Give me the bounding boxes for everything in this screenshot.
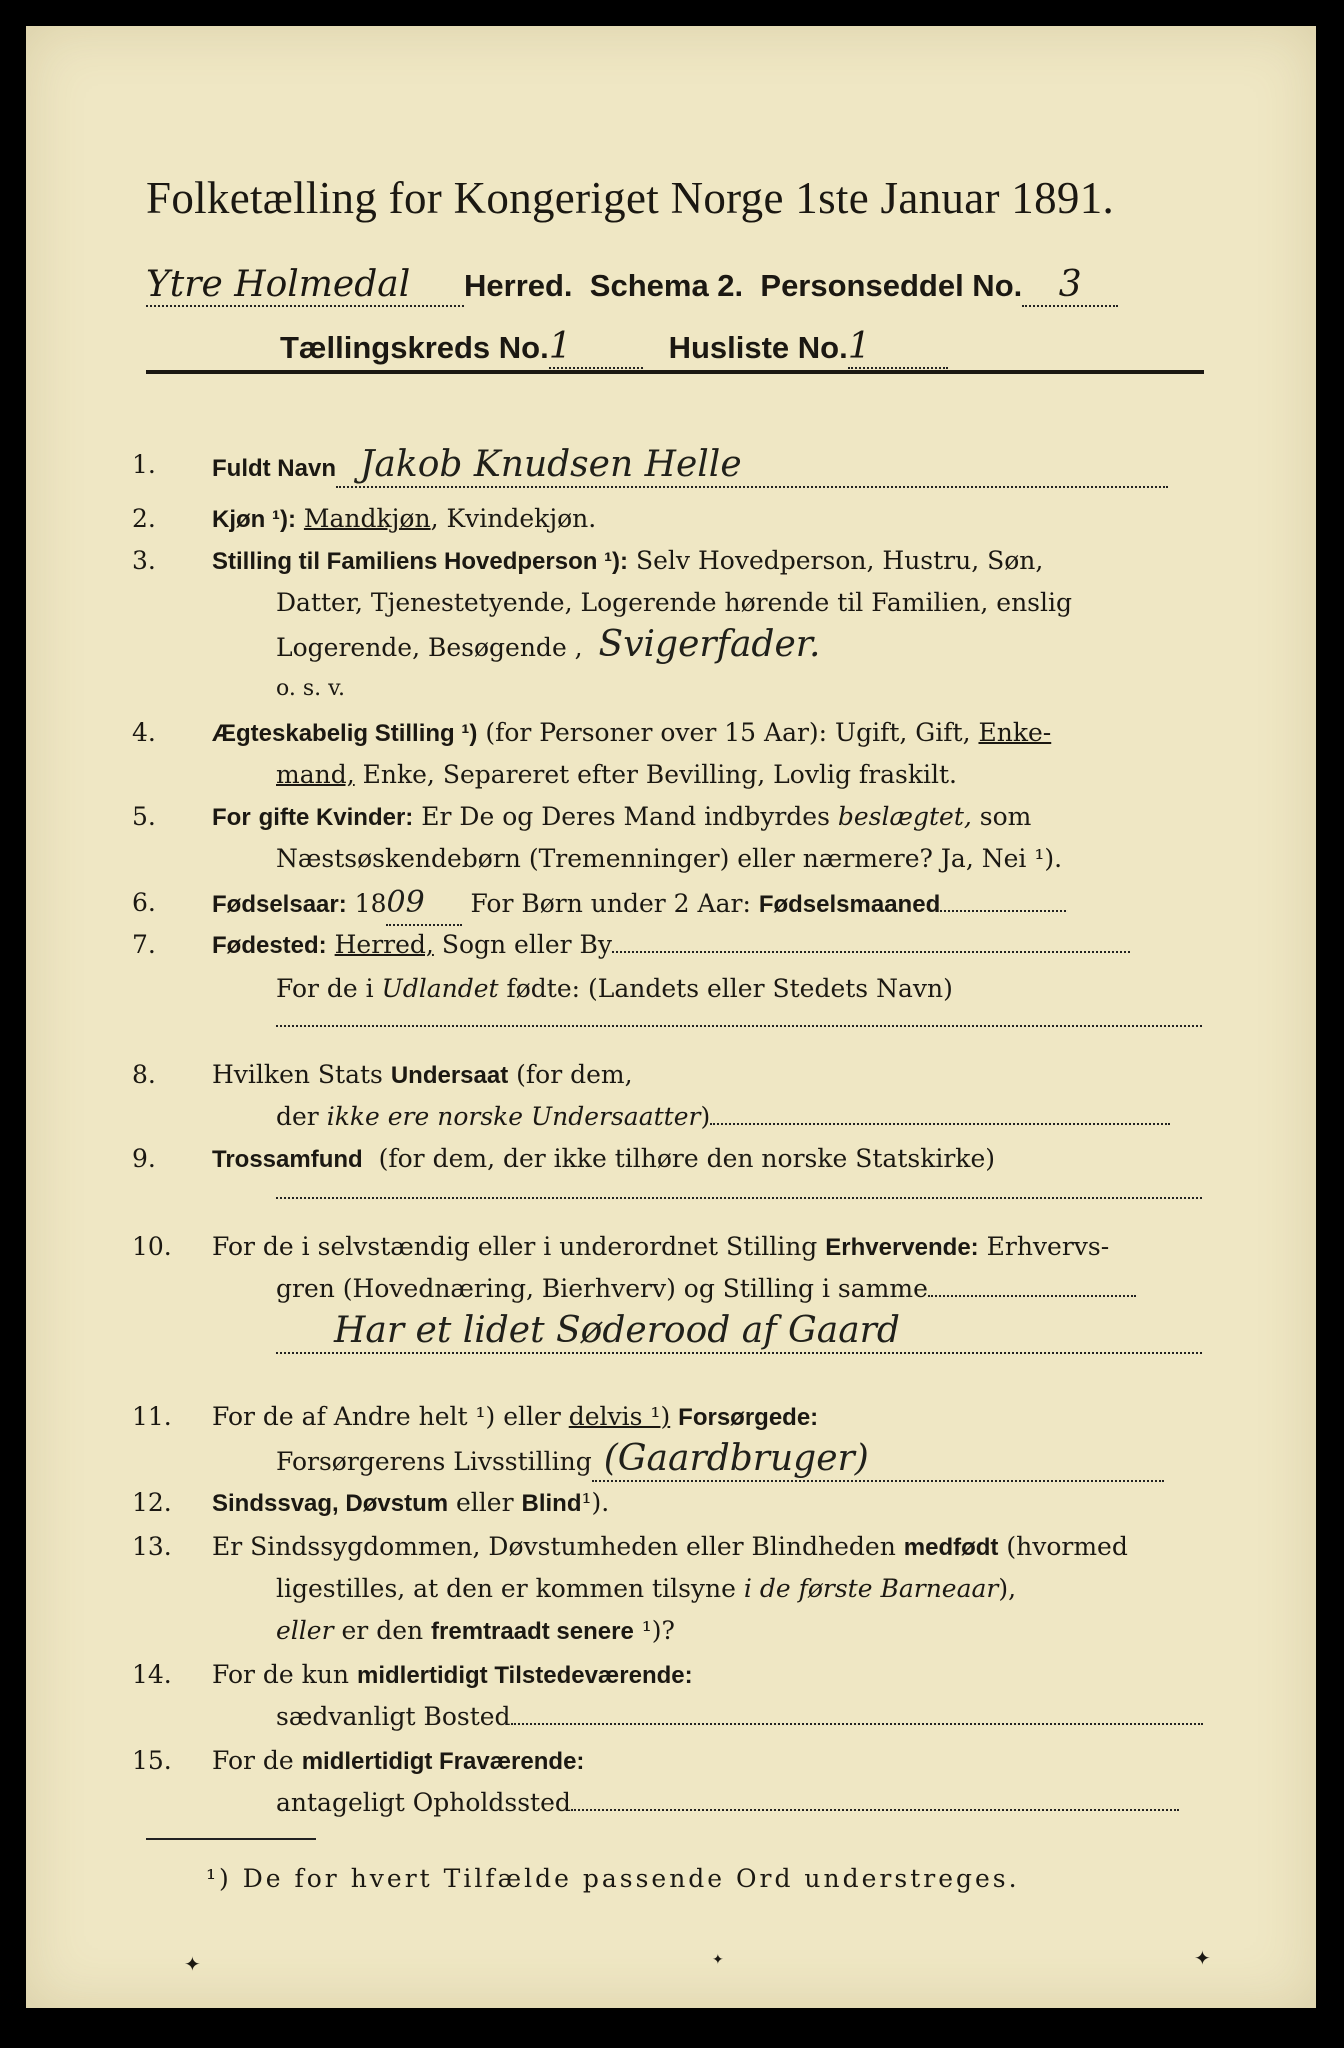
question-11-label: Forsørgede:	[678, 1404, 819, 1431]
question-4-text-1: (for Personer over 15 Aar): Ugift, Gift,	[485, 718, 971, 747]
question-5-text-1a: Er De og Deres Mand indbyrdes	[421, 802, 830, 831]
question-11-text-2: Forsørgerens Livsstilling	[276, 1447, 592, 1476]
question-11-number: 11.	[132, 1402, 172, 1431]
question-1-label: Fuldt Navn	[212, 455, 336, 482]
question-6-label: Fødselsaar:	[212, 891, 347, 918]
personseddel-no: 3	[1022, 264, 1118, 307]
question-15-row-2-body	[276, 1782, 1266, 1824]
question-3-text-2: Datter, Tjenestetyende, Logerende hørende til Familien, enslig	[276, 588, 1073, 617]
question-6-number: 6.	[132, 888, 156, 917]
question-13-text-3c: ¹)?	[641, 1616, 675, 1645]
footnote-rule	[146, 1838, 316, 1840]
question-7-line-1	[212, 924, 1202, 967]
herred-name: Ytre Holmedal	[146, 264, 464, 307]
kreds-no: 1	[549, 326, 643, 369]
question-11-row-2-body	[276, 1438, 1266, 1483]
question-14-line-1	[212, 1654, 1202, 1697]
supporter-occupation-value: (Gaardbruger)	[592, 1438, 1164, 1482]
question-3-text-1: Selv Hovedperson, Hustru, Søn,	[636, 546, 1044, 575]
question-2-body	[212, 498, 1202, 541]
question-10-text-2: gren (Hovednæring, Bierhverv) og Stilling i samme	[276, 1274, 928, 1303]
birth-year-value: 09	[386, 882, 462, 926]
question-2-number: 2.	[132, 504, 156, 533]
question-13-text-1b: (hvormed	[1006, 1532, 1128, 1561]
question-8-text-2b: ikke ere norske Undersaatter	[326, 1102, 701, 1131]
question-12-text: eller	[456, 1488, 514, 1517]
kreds-label: Tællingskreds No.	[280, 330, 549, 365]
husliste-no: 1	[848, 326, 948, 369]
question-7-text-2a: For de i	[276, 974, 374, 1003]
question-13-row-2-body	[276, 1568, 1266, 1610]
question-5-text-2: Næstsøskendebørn (Tremenninger) eller nærmere? Ja, Nei ¹).	[276, 844, 1063, 873]
question-4-row-2-body	[276, 754, 1266, 796]
question-11-text-1a: For de af Andre helt ¹) eller	[212, 1402, 561, 1431]
question-15-line-1	[212, 1740, 1202, 1783]
question-5-line-1	[212, 796, 1202, 839]
question-7-label: Fødested:	[212, 932, 327, 959]
question-8-text-1a: Hvilken Stats	[212, 1060, 383, 1089]
question-13-text-2a: ligestilles, at den er kommen tilsyne	[276, 1574, 736, 1603]
question-3-text-4: o. s. v.	[276, 676, 345, 701]
question-1-body	[212, 444, 1202, 490]
question-11-line-1	[212, 1396, 1202, 1439]
question-5-label-pre: For	[212, 804, 251, 831]
schema-label: Schema 2.	[589, 268, 744, 303]
question-3-line-1	[212, 540, 1202, 583]
question-13-label: medfødt	[903, 1534, 999, 1561]
gender-male-option: Mandkjøn	[303, 504, 431, 533]
birth-year-prefix: 18	[354, 889, 387, 918]
marital-option-enkemand-2: mand,	[276, 760, 355, 789]
question-13-number: 13.	[132, 1532, 172, 1561]
question-5-number: 5.	[132, 802, 156, 831]
question-6-text: For Børn under 2 Aar:	[470, 889, 751, 918]
question-7-text-2b: Udlandet	[381, 974, 499, 1003]
question-12-label: Sindssvag, Døvstum	[212, 1490, 449, 1517]
question-13-line-1	[212, 1526, 1202, 1569]
personseddel-label: Personseddel No.	[760, 268, 1023, 303]
question-8-text-1b: (for dem,	[516, 1060, 633, 1089]
birthplace-herred-option: Herred,	[334, 930, 434, 959]
question-1-number: 1.	[132, 450, 156, 479]
question-9-label: Trossamfund	[212, 1146, 363, 1173]
question-7-text-1: Sogn eller By	[441, 930, 613, 959]
foreign-birthplace-field	[276, 999, 1202, 1027]
question-9-row-2-body	[276, 1170, 1266, 1212]
question-5-text-1b: beslægtet,	[837, 802, 972, 831]
usual-residence-field	[511, 1723, 1203, 1725]
occupation-field-1	[928, 1295, 1136, 1297]
question-10-row-2-body	[276, 1268, 1266, 1310]
question-9-number: 9.	[132, 1144, 156, 1173]
question-3-number: 3.	[132, 546, 156, 575]
question-7-text-2c: fødte: (Landets eller Stedets Navn)	[506, 974, 953, 1003]
question-6-label-2: Fødselsmaaned	[758, 891, 941, 918]
question-12-body	[212, 1482, 1202, 1525]
question-10-text-1b: Erhvervs-	[986, 1232, 1110, 1261]
gender-rest: , Kvindekjøn.	[430, 504, 597, 533]
question-2-label: Kjøn ¹):	[212, 506, 296, 533]
question-13-text-2c: ),	[998, 1574, 1017, 1603]
question-4-number: 4.	[132, 718, 156, 747]
question-8-text-2c: )	[700, 1102, 711, 1131]
birthplace-field	[612, 951, 1130, 953]
nationality-field	[710, 1123, 1170, 1125]
punch-mark-center: ✦	[712, 1952, 724, 1968]
herred-label: Herred.	[464, 268, 573, 303]
question-12-rest: ¹).	[581, 1488, 610, 1517]
support-partial-option: delvis ¹)	[568, 1402, 671, 1431]
question-13-text-3a: eller	[276, 1616, 334, 1645]
question-5-text-1c: som	[979, 802, 1032, 831]
question-8-row-2-body	[276, 1096, 1266, 1138]
question-8-label: Undersaat	[390, 1062, 509, 1089]
question-8-text-2a: der	[276, 1102, 319, 1131]
marital-option-enkemand-1: Enke-	[978, 718, 1052, 747]
census-form	[26, 26, 1316, 2008]
question-8-line-1	[212, 1054, 1202, 1097]
header-line-2	[280, 326, 948, 369]
header-rule	[146, 370, 1204, 374]
question-12-label-2: Blind	[521, 1490, 582, 1517]
question-10-label: Erhvervende:	[825, 1234, 979, 1261]
question-4-label: Ægteskabelig Stilling ¹)	[212, 720, 478, 747]
question-4-text-2: Enke, Separeret efter Bevilling, Lovlig fraskilt.	[362, 760, 957, 789]
question-15-text-2: antageligt Opholdssted	[276, 1788, 571, 1817]
question-13-text-2b: i de første Barneaar	[743, 1574, 999, 1603]
question-10-row-3-body	[276, 1310, 1266, 1355]
question-5-label: gifte Kvinder:	[258, 804, 414, 831]
occupation-value: Har et lidet Søderood af Gaard	[276, 1310, 1202, 1354]
question-7-row-3-body	[276, 998, 1266, 1040]
question-15-text-1a: For de	[212, 1746, 294, 1775]
question-6-body	[212, 882, 1202, 926]
punch-mark-left: ✦	[184, 1952, 201, 1976]
question-10-text-1a: For de i selvstændig eller i underordnet Stilling	[212, 1232, 818, 1261]
question-13-text-1a: Er Sindssygdommen, Døvstumheden eller Blindheden	[212, 1532, 896, 1561]
question-12-number: 12.	[132, 1488, 172, 1517]
husliste-label: Husliste No.	[668, 330, 848, 365]
probable-residence-field	[571, 1809, 1179, 1811]
full-name-value: Jakob Knudsen Helle	[336, 444, 1168, 488]
question-14-row-2-body	[276, 1696, 1266, 1738]
question-3-text-3: Logerende, Besøgende ,	[276, 633, 583, 662]
form-title: Folketælling for Kongeriget Norge 1ste Januar 1891.	[146, 173, 1115, 223]
question-3-label: Stilling til Familiens Hovedperson ¹):	[212, 548, 629, 575]
question-4-line-1	[212, 712, 1202, 755]
question-13-text-3b: er den	[341, 1616, 424, 1645]
question-3-row-3-body	[276, 624, 1266, 669]
religion-field	[276, 1171, 1202, 1199]
question-13-row-3-body	[276, 1610, 1266, 1653]
question-13-label-2: fremtraadt senere	[431, 1618, 634, 1645]
question-10-line-1	[212, 1226, 1202, 1269]
question-14-text-2: sædvanligt Bosted	[276, 1702, 511, 1731]
question-15-number: 15.	[132, 1746, 172, 1775]
question-14-label: midlertidigt Tilstedeværende:	[356, 1662, 693, 1689]
question-14-text-1a: For de kun	[212, 1660, 350, 1689]
birth-month-field	[940, 910, 1066, 912]
question-10-number: 10.	[132, 1232, 172, 1261]
header-line-1	[146, 264, 1118, 307]
footnote: ¹) De for hvert Tilfælde passende Ord understreges.	[206, 1864, 1020, 1893]
question-7-number: 7.	[132, 930, 156, 959]
family-position-value: Svigerfader.	[598, 624, 821, 665]
question-14-number: 14.	[132, 1660, 172, 1689]
question-15-label: midlertidigt Fraværende:	[301, 1748, 585, 1775]
punch-mark-right: ✦	[1194, 1946, 1211, 1970]
question-8-number: 8.	[132, 1060, 156, 1089]
question-9-text: (for dem, der ikke tilhøre den norske Statskirke)	[378, 1144, 995, 1173]
